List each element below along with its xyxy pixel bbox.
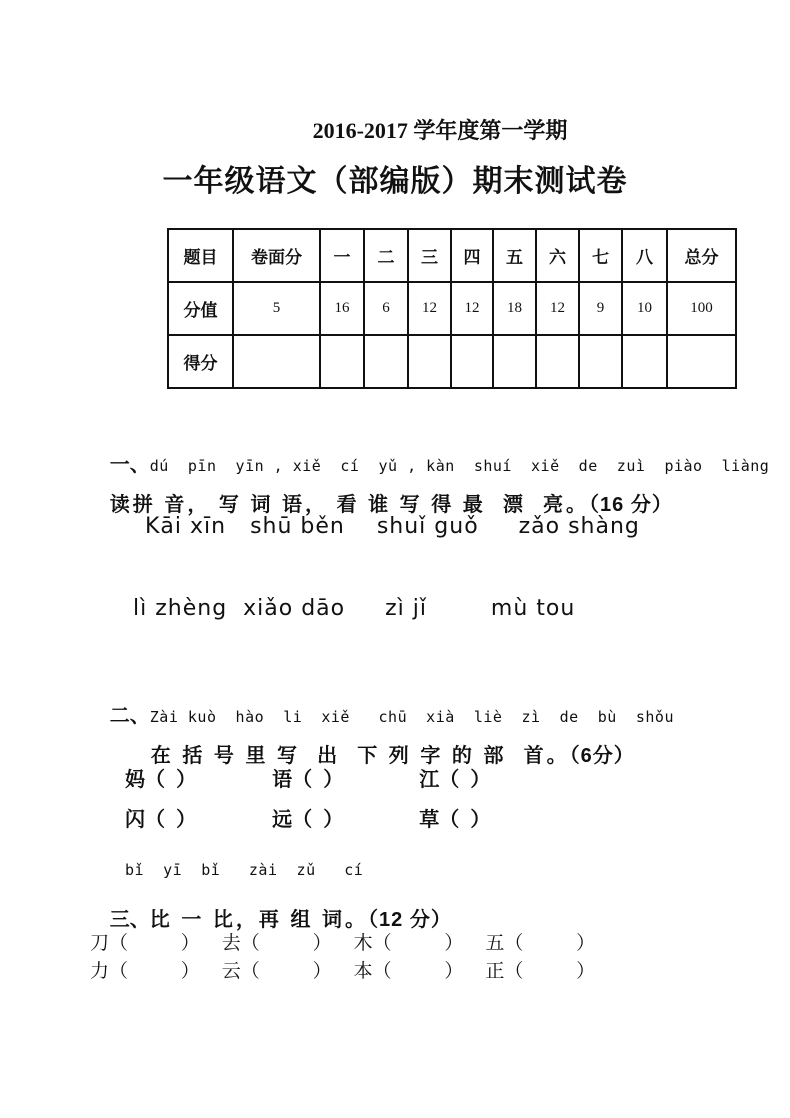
section1-pinyin-words-row2: lì zhèng xiǎo dāo zì jǐ mù tou: [133, 596, 576, 621]
document-subtitle: 一年级语文（部编版）期末测试卷: [162, 165, 628, 198]
section3-pinyin: bǐ yī bǐ zài zǔ cí: [125, 861, 364, 879]
radical-blank: 闪（ ）: [125, 809, 197, 831]
points-cell: 12: [451, 282, 493, 335]
header-cell-q5: 五: [493, 229, 536, 282]
header-cell-q6: 六: [536, 229, 579, 282]
word-blank: 正（ ）: [485, 961, 596, 982]
points-cell: 18: [493, 282, 536, 335]
points-cell: 16: [320, 282, 364, 335]
earned-score-row: [168, 335, 736, 388]
points-cell: 5: [233, 282, 320, 335]
earned-score-blank-cell: [667, 335, 736, 388]
points-row: [168, 282, 736, 335]
section3-score: （12 分）: [368, 909, 452, 931]
document-title: 2016-2017 学年度第一学期: [312, 118, 568, 143]
section3-instruction: 比 一 比，再 组 词。: [149, 909, 369, 931]
header-cell-q3: 三: [408, 229, 451, 282]
radical-blank: 草（ ）: [419, 809, 491, 831]
radical-blank: 远（ ）: [272, 809, 344, 831]
section3-answer-row1: [90, 928, 595, 955]
section2-marker: 二、: [109, 705, 150, 727]
word-blank: 本（ ）: [353, 961, 464, 982]
section1-pinyin: dú pīn yīn , xiě cí yǔ , kàn shuí xiě de zuì piào liàng: [149, 457, 770, 475]
word-blank: 木（ ）: [353, 933, 464, 954]
earned-score-blank-cell: [493, 335, 536, 388]
earned-score-row-label: 得分: [168, 335, 233, 388]
radical-blank: 江（ ）: [419, 769, 491, 791]
section2-score: （6分）: [569, 745, 635, 767]
word-blank: 云（ ）: [221, 961, 332, 982]
header-cell-q1: 一: [320, 229, 364, 282]
points-row-label: 分值: [168, 282, 233, 335]
points-cell: 12: [536, 282, 579, 335]
points-cell: 12: [408, 282, 451, 335]
header-cell-topic: 题目: [168, 229, 233, 282]
section1-instruction: 读拼 音， 写 词 语， 看 谁 写 得 最 漂 亮。: [109, 494, 590, 516]
section1-pinyin-words-row1: Kāi xīn shū běn shuǐ guǒ zǎo shàng: [145, 514, 640, 539]
earned-score-blank-cell: [364, 335, 408, 388]
earned-score-blank-cell: [408, 335, 451, 388]
score-summary-table: [167, 228, 737, 389]
points-cell: 9: [579, 282, 622, 335]
section1-score: （16 分）: [589, 494, 673, 516]
section2-instruction: 在 括 号 里 写 出 下 列 字 的 部 首。: [150, 745, 570, 767]
points-cell: 6: [364, 282, 408, 335]
points-cell: 100: [667, 282, 736, 335]
radical-blank: 妈（ ）: [125, 769, 197, 791]
header-cell-q8: 八: [622, 229, 667, 282]
section3-answer-row2: [90, 956, 595, 983]
earned-score-blank-cell: [622, 335, 667, 388]
earned-score-blank-cell: [579, 335, 622, 388]
earned-score-blank-cell: [320, 335, 364, 388]
section2-pinyin: Zài kuò hào li xiě chū xià liè zì de bù shǒu: [149, 708, 674, 726]
section1-marker: 一、: [109, 454, 150, 476]
points-cell: 10: [622, 282, 667, 335]
earned-score-blank-cell: [536, 335, 579, 388]
header-cell-total: 总分: [667, 229, 736, 282]
header-cell-q7: 七: [579, 229, 622, 282]
section2-answer-row1: [125, 763, 490, 792]
radical-blank: 语（ ）: [272, 769, 344, 791]
word-blank: 去（ ）: [221, 933, 332, 954]
earned-score-blank-cell: [233, 335, 320, 388]
earned-score-blank-cell: [451, 335, 493, 388]
section3-marker: 三、: [109, 909, 150, 931]
header-cell-paper-score: 卷面分: [233, 229, 320, 282]
word-blank: 五（ ）: [485, 933, 596, 954]
word-blank: 力（ ）: [90, 961, 200, 982]
table-header-row: [168, 229, 736, 282]
header-cell-q2: 二: [364, 229, 408, 282]
header-cell-q4: 四: [451, 229, 493, 282]
word-blank: 刀（ ）: [90, 933, 200, 954]
section2-answer-row2: [125, 803, 490, 832]
